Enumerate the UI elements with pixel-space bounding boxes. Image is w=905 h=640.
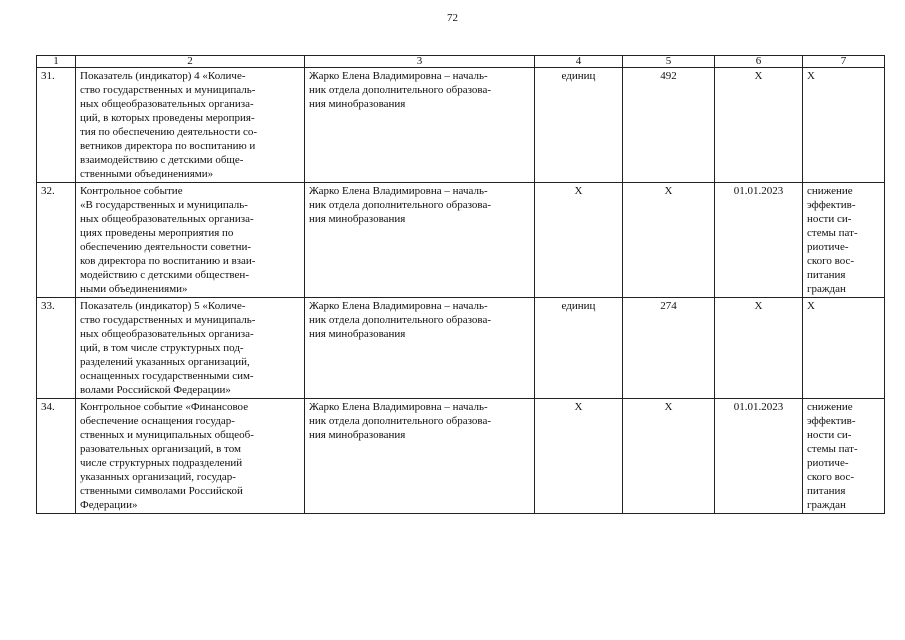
value-cell: 274 bbox=[623, 298, 715, 399]
column-header-3: 3 bbox=[305, 56, 535, 68]
column-header-1: 1 bbox=[37, 56, 76, 68]
column-header-4: 4 bbox=[535, 56, 623, 68]
event-name: Показатель (индикатор) 5 «Количе- ство государственных и муниципаль- ных общеобразовательных организа- ций, в том числе структурных под- разделений указанных организаций, оснащенных государственными сим- волами Российской Федерации» bbox=[76, 298, 305, 399]
header-row bbox=[37, 56, 885, 68]
table-row bbox=[37, 399, 885, 514]
column-header-5: 5 bbox=[623, 56, 715, 68]
column-header-6: 6 bbox=[715, 56, 803, 68]
risk-cell: Х bbox=[803, 68, 885, 183]
row-number: 32. bbox=[37, 183, 76, 298]
risk-cell: Х bbox=[803, 298, 885, 399]
row-number: 34. bbox=[37, 399, 76, 514]
responsible-person: Жарко Елена Владимировна – началь- ник отдела дополнительного образова- ния минобразования bbox=[305, 183, 535, 298]
event-name: Контрольное событие «В государственных и муниципаль- ных общеобразовательных организа- циях проведены мероприятия по обеспечению деятельности советни- ков директора по воспитанию и взаи- модействию с детскими обществен- ными объединениями» bbox=[76, 183, 305, 298]
row-number: 31. bbox=[37, 68, 76, 183]
table-row bbox=[37, 183, 885, 298]
page-number: 72 bbox=[447, 12, 458, 24]
responsible-person: Жарко Елена Владимировна – началь- ник отдела дополнительного образова- ния минобразования bbox=[305, 298, 535, 399]
column-header-2: 2 bbox=[76, 56, 305, 68]
unit-cell: единиц bbox=[535, 298, 623, 399]
value-cell: 492 bbox=[623, 68, 715, 183]
value-cell: Х bbox=[623, 399, 715, 514]
event-name: Показатель (индикатор) 4 «Количе- ство государственных и муниципаль- ных общеобразовательных организа- ций, в которых проведены мероприя- тия по обеспечению деятельности со- ветников директора по воспитанию и взаимодействию с детскими обще- ственными объединениями» bbox=[76, 68, 305, 183]
risk-cell: снижение эффектив- ности си- стемы пат- риотиче- ского вос- питания граждан bbox=[803, 183, 885, 298]
table-row bbox=[37, 68, 885, 183]
risk-cell: снижение эффектив- ности си- стемы пат- риотиче- ского вос- питания граждан bbox=[803, 399, 885, 514]
unit-cell: Х bbox=[535, 183, 623, 298]
column-header-7: 7 bbox=[803, 56, 885, 68]
date-cell: Х bbox=[715, 68, 803, 183]
date-cell: 01.01.2023 bbox=[715, 399, 803, 514]
table-row bbox=[37, 298, 885, 399]
unit-cell: Х bbox=[535, 399, 623, 514]
plan-table bbox=[36, 55, 885, 514]
unit-cell: единиц bbox=[535, 68, 623, 183]
value-cell: Х bbox=[623, 183, 715, 298]
date-cell: Х bbox=[715, 298, 803, 399]
event-name: Контрольное событие «Финансовое обеспечение оснащения государ- ственных и муниципальных общеоб- разовательных организаций, в том числе структурных подразделений указанных организаций, государ- ственными символами Российской Федерации» bbox=[76, 399, 305, 514]
row-number: 33. bbox=[37, 298, 76, 399]
responsible-person: Жарко Елена Владимировна – началь- ник отдела дополнительного образова- ния минобразования bbox=[305, 68, 535, 183]
responsible-person: Жарко Елена Владимировна – началь- ник отдела дополнительного образова- ния минобразования bbox=[305, 399, 535, 514]
date-cell: 01.01.2023 bbox=[715, 183, 803, 298]
